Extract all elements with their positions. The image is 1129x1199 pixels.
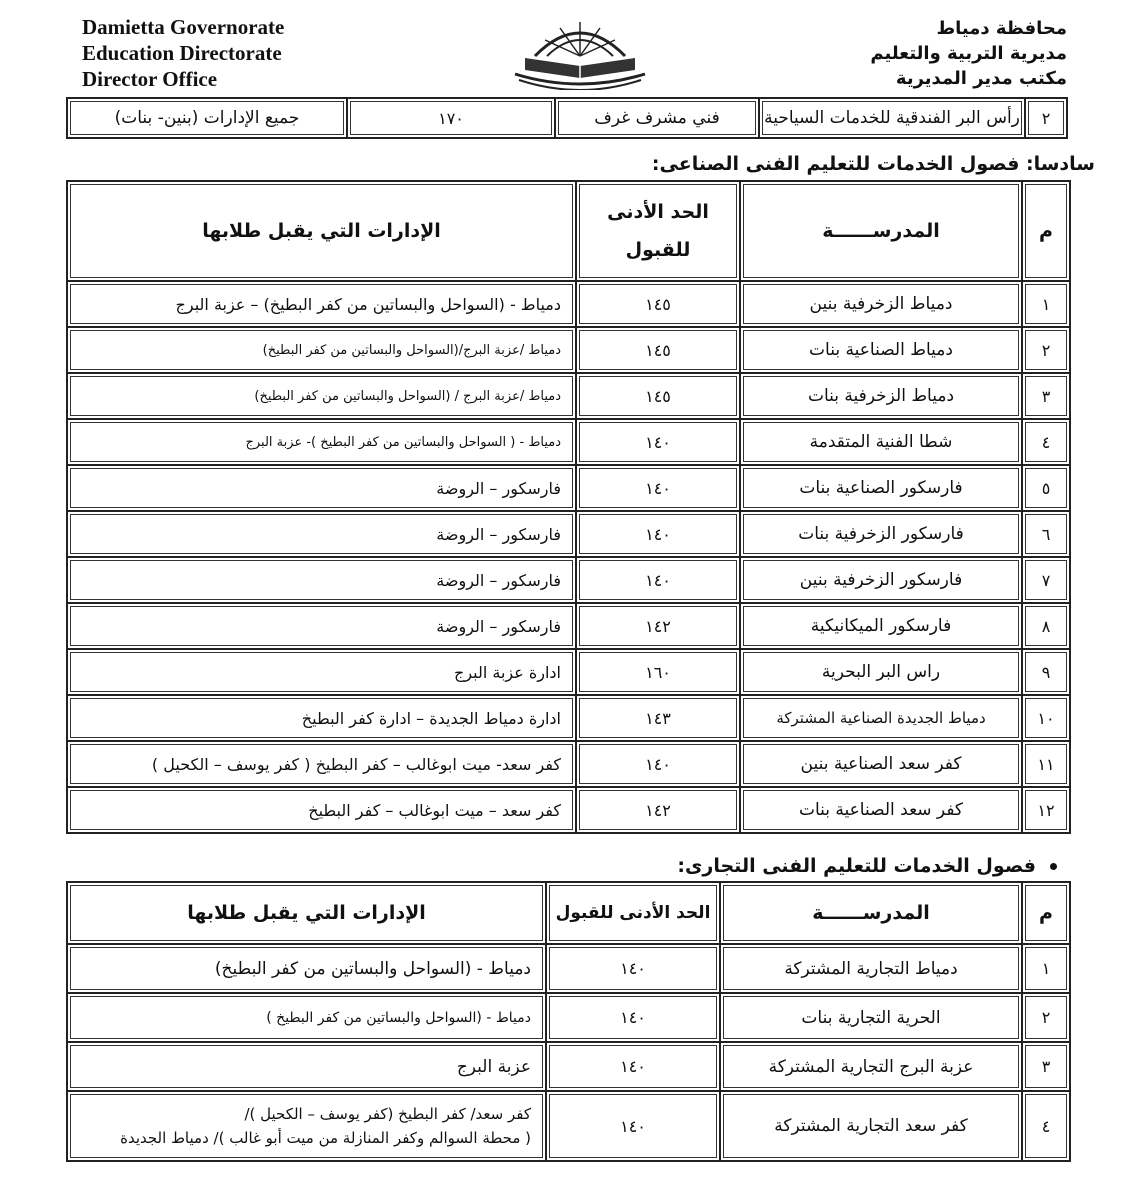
row-index: ١٢	[1022, 787, 1070, 833]
bullet-icon	[1050, 863, 1057, 870]
header-school: المدرســــــة	[720, 882, 1022, 944]
header-index: م	[1022, 181, 1070, 281]
top-row-table	[66, 97, 1068, 139]
departments: دمياط /عزبة البرج / (السواحل والبساتين من كفر البطيخ)	[67, 373, 576, 419]
row-index: ٥	[1022, 465, 1070, 511]
row-index: ٨	[1022, 603, 1070, 649]
school-name: دمياط الجديدة الصناعية المشتركة	[740, 695, 1022, 741]
table-row	[67, 993, 1070, 1042]
min-score: ١٤٠	[546, 944, 720, 993]
table-row	[67, 327, 1070, 373]
header-en-line-3: Director Office	[82, 67, 218, 91]
table-row	[67, 557, 1070, 603]
header-english	[82, 14, 284, 92]
departments: ادارة دمياط الجديدة – ادارة كفر البطيخ	[67, 695, 576, 741]
school-name: راس البر البحرية	[740, 649, 1022, 695]
departments: ادارة عزبة البرج	[67, 649, 576, 695]
departments: كفر سعد – ميت ابوغالب – كفر البطيخ	[67, 787, 576, 833]
departments: فارسكور – الروضة	[67, 511, 576, 557]
min-score: ١٤٠	[546, 993, 720, 1042]
min-score: ١٤٠	[576, 741, 740, 787]
min-score: ١٤٠	[576, 419, 740, 465]
row-index: ٢	[1025, 98, 1067, 138]
departments-line-2: ( محطة السوالم وكفر المنازلة من ميت أبو غالب )/ دمياط الجديدة	[120, 1129, 531, 1147]
commercial-services-table	[66, 881, 1071, 1162]
min-score: ١٤٥	[576, 327, 740, 373]
header-departments: الإدارات التي يقبل طلابها	[67, 181, 576, 281]
departments: دمياط - ( السواحل والبساتين من كفر البطيخ )- عزبة البرج	[67, 419, 576, 465]
school-name: دمياط الزخرفية بنات	[740, 373, 1022, 419]
table-row	[67, 695, 1070, 741]
departments: فارسكور – الروضة	[67, 557, 576, 603]
table-row	[67, 741, 1070, 787]
min-score: ١٤٣	[576, 695, 740, 741]
header-ar-line-3: مكتب مدير المديرية	[895, 68, 1067, 89]
school-name: فارسكور الصناعية بنات	[740, 465, 1022, 511]
departments	[67, 1091, 546, 1161]
table-row	[67, 1042, 1070, 1091]
min-score: ١٤٠	[576, 465, 740, 511]
header-arabic	[870, 16, 1067, 91]
header-min: الحد الأدنى للقبول	[546, 882, 720, 944]
school-name: الحرية التجارية بنات	[720, 993, 1022, 1042]
table-row	[67, 98, 1067, 138]
row-index: ٤	[1022, 1091, 1070, 1161]
min-score: ١٧٠	[347, 98, 555, 138]
school-name: فارسكور الميكانيكية	[740, 603, 1022, 649]
table-row	[67, 787, 1070, 833]
min-score: ١٤٠	[576, 557, 740, 603]
departments: كفر سعد- ميت ابوغالب – كفر البطيخ ( كفر يوسف – الكحيل )	[67, 741, 576, 787]
departments: عزبة البرج	[67, 1042, 546, 1091]
departments: فارسكور – الروضة	[67, 465, 576, 511]
min-score: ١٤٠	[546, 1042, 720, 1091]
row-index: ٢	[1022, 327, 1070, 373]
table-row	[67, 649, 1070, 695]
table-row	[67, 465, 1070, 511]
header-en-line-1: Damietta Governorate	[82, 15, 285, 39]
header-index: م	[1022, 882, 1070, 944]
departments: دمياط - (السواحل والبساتين من كفر البطيخ )	[67, 993, 546, 1042]
row-index: ٧	[1022, 557, 1070, 603]
school-name: فارسكور الزخرفية بنات	[740, 511, 1022, 557]
header-school: المدرســــــة	[740, 181, 1022, 281]
row-index: ٩	[1022, 649, 1070, 695]
departments: جميع الإدارات (بنين- بنات)	[67, 98, 347, 138]
row-index: ٤	[1022, 419, 1070, 465]
table-row	[67, 944, 1070, 993]
header-en-line-2: Education Directorate	[82, 41, 282, 65]
min-score: ١٤٥	[576, 281, 740, 327]
school-name: دمياط الصناعية بنات	[740, 327, 1022, 373]
school-name: فارسكور الزخرفية بنين	[740, 557, 1022, 603]
min-score: ١٤٠	[546, 1091, 720, 1161]
departments: فارسكور – الروضة	[67, 603, 576, 649]
table-row	[67, 1091, 1070, 1161]
table-header-row	[67, 181, 1070, 281]
header-ar-line-1: محافظة دمياط	[936, 18, 1067, 39]
section1-title: سادسا: فصول الخدمات للتعليم الفنى الصناعى:	[651, 153, 1095, 175]
section2-title	[677, 855, 1057, 877]
school-name: كفر سعد التجارية المشتركة	[720, 1091, 1022, 1161]
table-header-row	[67, 882, 1070, 944]
school-name: شطا الفنية المتقدمة	[740, 419, 1022, 465]
row-index: ١	[1022, 281, 1070, 327]
min-score: ١٤٥	[576, 373, 740, 419]
min-score: ١٤٢	[576, 603, 740, 649]
table-row	[67, 603, 1070, 649]
school-name: كفر سعد الصناعية بنات	[740, 787, 1022, 833]
school-name: دمياط الزخرفية بنين	[740, 281, 1022, 327]
table-row	[67, 511, 1070, 557]
table-row	[67, 281, 1070, 327]
row-index: ٣	[1022, 373, 1070, 419]
table-row	[67, 419, 1070, 465]
row-index: ٢	[1022, 993, 1070, 1042]
specialty: فني مشرف غرف	[555, 98, 759, 138]
min-score: ١٤٠	[576, 511, 740, 557]
row-index: ٣	[1022, 1042, 1070, 1091]
header-ar-line-2: مديرية التربية والتعليم	[870, 43, 1067, 64]
school-name: رأس البر الفندقية للخدمات السياحية	[759, 98, 1025, 138]
ministry-logo-icon	[505, 8, 655, 90]
header-departments: الإدارات التي يقبل طلابها	[67, 882, 546, 944]
min-score: ١٦٠	[576, 649, 740, 695]
school-name: دمياط التجارية المشتركة	[720, 944, 1022, 993]
school-name: كفر سعد الصناعية بنين	[740, 741, 1022, 787]
min-score: ١٤٢	[576, 787, 740, 833]
row-index: ١١	[1022, 741, 1070, 787]
departments: دمياط - (السواحل والبساتين من كفر البطيخ)	[67, 944, 546, 993]
section2-title-text: فصول الخدمات للتعليم الفنى التجارى:	[677, 855, 1036, 877]
header-min: الحد الأدنى للقبول	[576, 181, 740, 281]
departments-line-1: كفر سعد/ كفر البطيخ (كفر يوسف – الكحيل )/	[244, 1105, 531, 1123]
row-index: ١	[1022, 944, 1070, 993]
table-row	[67, 373, 1070, 419]
row-index: ٦	[1022, 511, 1070, 557]
departments: دمياط /عزبة البرج/(السواحل والبساتين من كفر البطيخ)	[67, 327, 576, 373]
row-index: ١٠	[1022, 695, 1070, 741]
industrial-services-table	[66, 180, 1071, 834]
departments: دمياط - (السواحل والبساتين من كفر البطيخ) – عزبة البرج	[67, 281, 576, 327]
school-name: عزبة البرج التجارية المشتركة	[720, 1042, 1022, 1091]
